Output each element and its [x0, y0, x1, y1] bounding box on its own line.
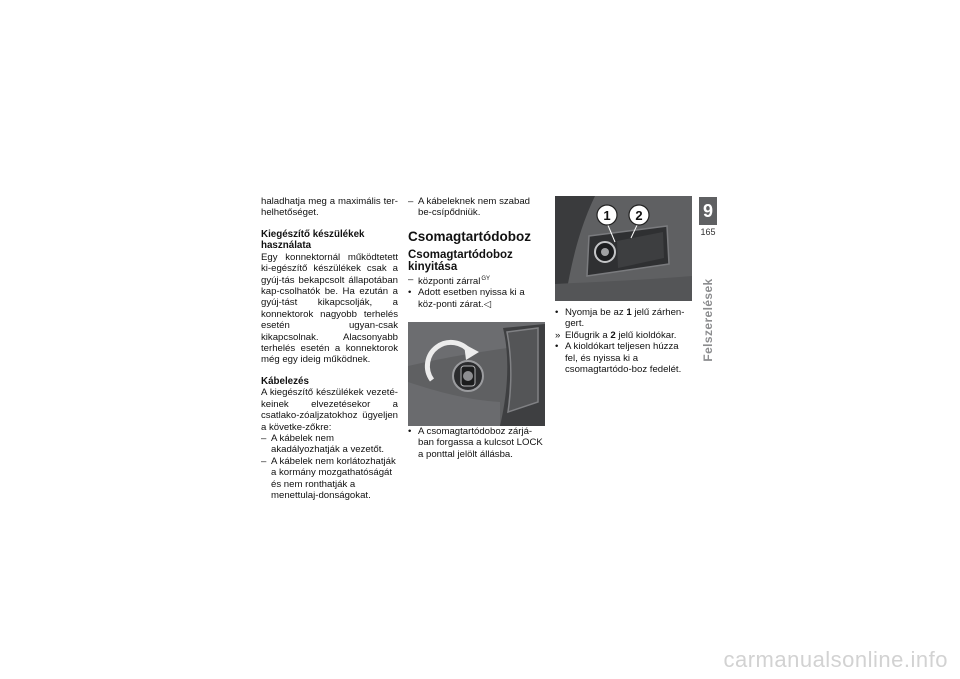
paragraph: A kiegészítő készülékek vezeté-keinek elvezetésekor a csatlako-zóaljzatokhoz ügyeljen a követke-zőkre:: [261, 387, 398, 433]
callout-2: 2: [635, 208, 643, 223]
country-code: GY: [481, 275, 491, 282]
heading-cabling: Kábelezés: [261, 375, 309, 387]
list-item: • A kioldókart teljesen húzza fel, és nyissa ki a csomagtartódo-boz fedelét.: [555, 341, 682, 376]
lock-cylinder-photo: [555, 196, 692, 301]
list-item: – központi zárral$^{GY}$: [408, 273, 491, 287]
page-number: 165: [700, 227, 716, 237]
paragraph: haladhatja meg a maximális ter-helhetőséget.: [261, 196, 398, 219]
paragraph: Egy konnektornál működtetett ki-egészítő készülékek csak a gyúj-tás bekapcsolt állapotában kap-csolhatók be. Ha ezután a gyúj-tást kikapcsolják, a konnektorok nagyobb terhelés esetén ugyan-csak kikapcsolnak. Alacsonyabb terhelés esetén a konnektorok még egy ideig működnek.: [261, 251, 398, 366]
chapter-number-tab: 9: [699, 197, 717, 225]
text-column-1: [261, 196, 398, 501]
list-item: • A csomagtartódoboz zárjá-ban forgassa a kulcsot LOCK a ponttal jelölt állásba.: [408, 426, 543, 460]
list-item: • Adott esetben nyissa ki a köz-ponti zárat.◁: [408, 287, 525, 310]
callout-1: 1: [603, 208, 611, 223]
section-heading: Csomagtartódoboz: [408, 228, 531, 244]
lock-key-photo: [408, 322, 545, 426]
chapter-title: Felszerelések: [701, 278, 715, 362]
list-item: – A kábelek nem korlátozhatják a kormány mozgathatóságát és nem ronthatják a menettulaj-donságokat.: [261, 455, 396, 502]
text-column-3: [555, 196, 692, 375]
text-column-2: [408, 196, 545, 460]
list-item: » Előugrik a 2 jelű kioldókar.: [555, 329, 677, 341]
watermark: carmanualsonline.info: [723, 647, 948, 672]
list-item: • Nyomja be az 1 jelű zárhen-gert.: [555, 307, 685, 330]
heading-accessories: Kiegészítő készülékek használata: [261, 228, 365, 252]
list-item: – A kábelek nem akadályozhatják a vezetőt.: [261, 433, 385, 456]
list-item: – A kábeleknek nem szabad be-csípődniük.: [408, 196, 531, 219]
subsection-heading: Csomagtartódoboz kinyitása: [408, 248, 513, 274]
